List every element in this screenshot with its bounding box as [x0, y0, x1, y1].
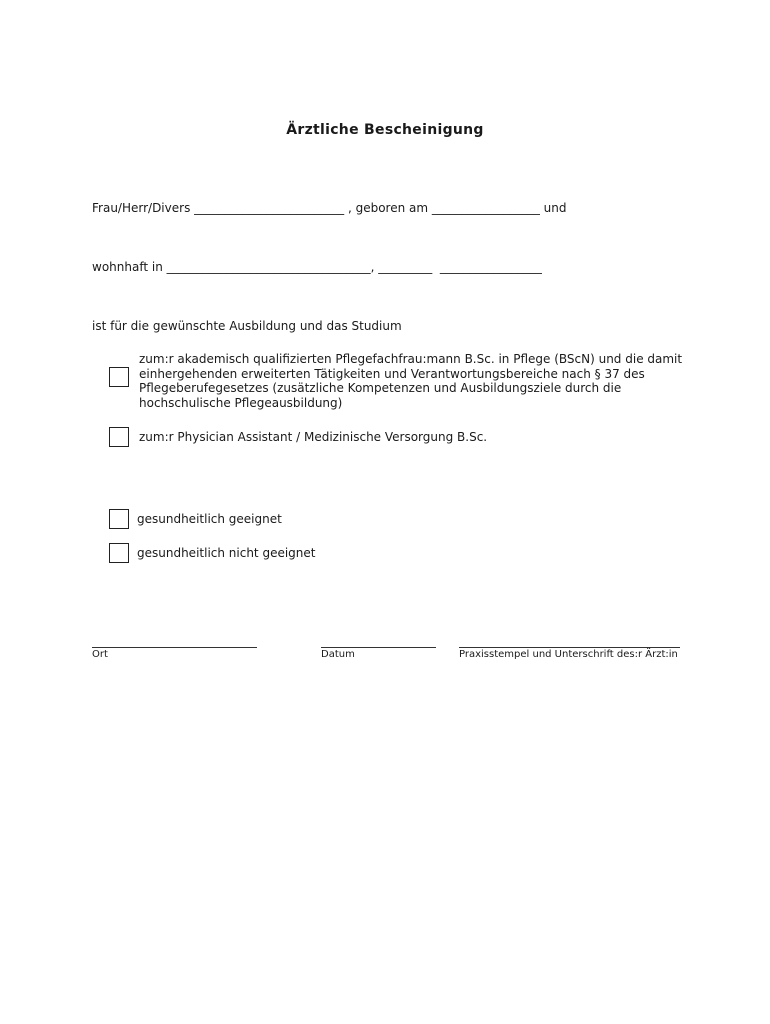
ort-label: Ort	[92, 649, 108, 660]
purpose-line: ist für die gewünschte Ausbildung und das Studium	[92, 319, 402, 333]
datum-signature-line[interactable]	[321, 647, 436, 648]
checkbox-nicht-geeignet[interactable]	[109, 543, 129, 563]
checkbox-geeignet[interactable]	[109, 509, 129, 529]
stempel-signature-line[interactable]	[459, 647, 680, 648]
residence-line: wohnhaft in __________________________________, _________ _________________	[92, 260, 542, 274]
checkbox-bscn-pflege[interactable]	[109, 367, 129, 387]
checkbox-physician-assistant[interactable]	[109, 427, 129, 447]
datum-label: Datum	[321, 649, 355, 660]
option-label-physician-assistant: zum:r Physician Assistant / Medizinische Versorgung B.Sc.	[139, 430, 488, 444]
option-label-bscn-pflege: zum:r akademisch qualifizierten Pflegefachfrau:mann B.Sc. in Pflege (BScN) und die damit einhergehenden erweiterten Tätigkeiten und Verantwortungsbereiche nach § 37 des Pflegeberufegesetzes (zusätzliche Kompetenzen und Ausbildungsziele durch die hochschulische Pflegeausbildung)	[139, 352, 683, 410]
document-title: Ärztliche Bescheinigung	[286, 122, 484, 138]
option-label-nicht-geeignet: gesundheitlich nicht geeignet	[137, 546, 316, 560]
ort-signature-line[interactable]	[92, 647, 257, 648]
stempel-label: Praxisstempel und Unterschrift des:r Ärzt:in	[459, 649, 678, 660]
name-birthdate-line: Frau/Herr/Divers _________________________ , geboren am __________________ und	[92, 201, 567, 215]
option-label-geeignet: gesundheitlich geeignet	[137, 512, 282, 526]
